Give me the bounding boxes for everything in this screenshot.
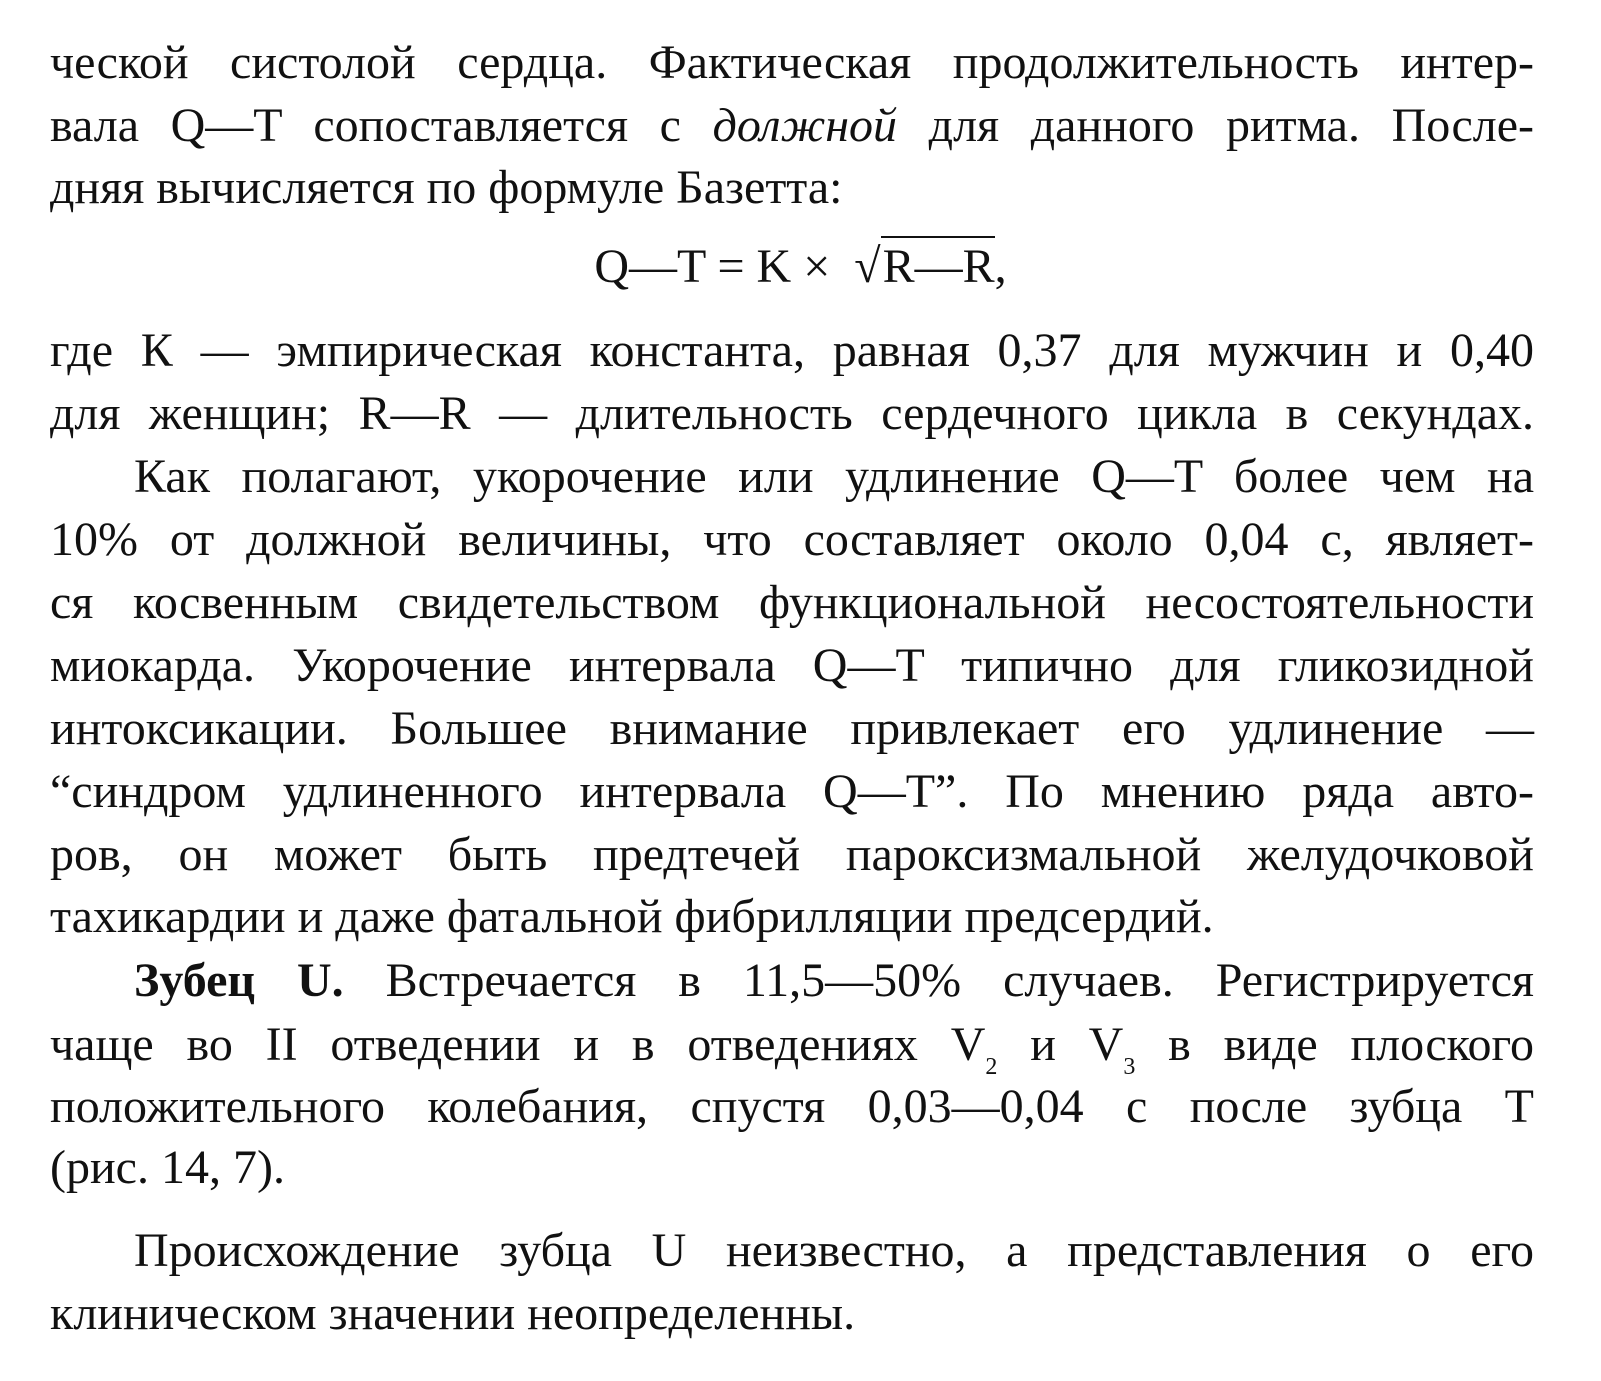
formula-radicand: R—R xyxy=(881,236,995,293)
text-line-15: чаще во II отведении и в отведениях $V_2$ и $V_3$ в виде плоского xyxy=(50,1018,1534,1080)
text-line-12: ров, он может быть предтечей пароксизмальной желудочковой xyxy=(50,828,1534,881)
text-line-17: (рис. 14, 7). xyxy=(50,1141,285,1194)
text-line-16: положительного колебания, спустя 0,03—0,04 с после зубца T xyxy=(50,1080,1534,1133)
text-line-19: клиническом значении неопределенны. xyxy=(50,1287,856,1340)
subscript-3: 3 xyxy=(1123,1054,1136,1080)
text-line-7: 10% от должной величины, что составляет около 0,04 с, являет- xyxy=(50,513,1534,566)
text-line-11: “синдром удлиненного интервала Q—T”. По мнению ряда авто- xyxy=(50,765,1534,818)
text-line-3: дняя вычисляется по формуле Базетта: xyxy=(50,161,843,214)
text-line-14: Зубец U. Встречается в 11,5—50% случаев. Регистрируется xyxy=(134,954,1534,1007)
text-line-1: ческой систолой сердца. Фактическая продолжительность интер- xyxy=(50,36,1534,89)
text-line-2: вала Q—T сопоставляется с должной для данного ритма. После- xyxy=(50,99,1534,152)
sqrt-icon: √ xyxy=(854,240,881,293)
subscript-2: 2 xyxy=(985,1054,998,1080)
bazett-formula: Q—T = K × √R—R, xyxy=(0,236,1601,298)
text-line-6: Как полагают, укорочение или удлинение Q—T более чем на xyxy=(134,450,1534,503)
emphasis-dolzhnoy: должной xyxy=(712,99,898,152)
text-line-10: интоксикации. Большее внимание привлекает его удлинение — xyxy=(50,702,1534,755)
text-line-18: Происхождение зубца U неизвестно, а представления о его xyxy=(134,1224,1534,1277)
text-line-13: тахикардии и даже фатальной фибрилляции предсердий. xyxy=(50,890,1214,943)
section-heading-zubets-u: Зубец U. xyxy=(134,954,344,1007)
text-line-8: ся косвенным свидетельством функциональной несостоятельности xyxy=(50,576,1534,629)
text-line-9: миокарда. Укорочение интервала Q—T типично для гликозидной xyxy=(50,639,1534,692)
text-line-5: для женщин; R—R — длительность сердечного цикла в секундах. xyxy=(50,387,1534,440)
text-line-4: где К — эмпирическая константа, равная 0,37 для мужчин и 0,40 xyxy=(50,324,1534,377)
